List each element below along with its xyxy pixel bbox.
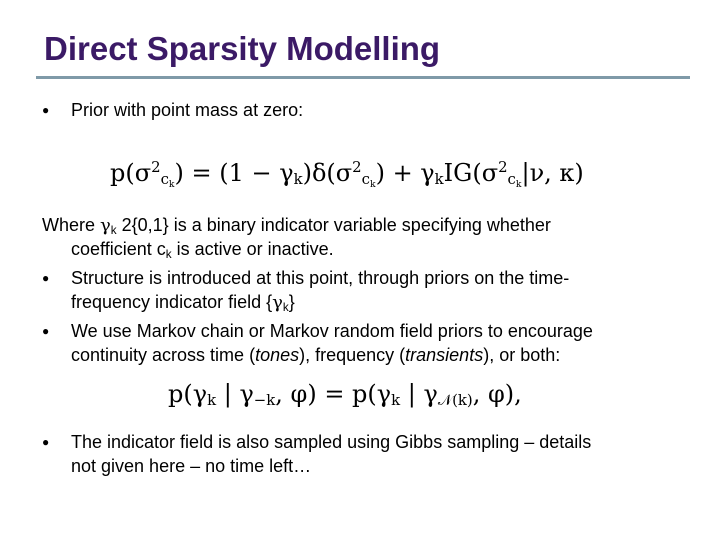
- eq2-a-sub: k: [207, 391, 217, 409]
- markov-l2b: ), frequency (: [299, 345, 406, 365]
- bullet-dot: ●: [42, 271, 50, 285]
- bullet-markov-line-1: We use Markov chain or Markov random field priors to encourage: [71, 321, 593, 341]
- eq1-subsub-3: k: [515, 179, 522, 190]
- where-mid: 2{0,1} is a binary indicator variable specifying whether: [116, 215, 551, 235]
- bullet-markov-line-2: [71, 343, 560, 367]
- eq2-c-sub: k: [391, 391, 401, 409]
- equation-prior: [110, 158, 584, 190]
- eq1-sup-2: 2: [352, 158, 362, 176]
- eq2-a: p(γ: [168, 380, 208, 408]
- where-l2b: is active or inactive.: [171, 239, 334, 259]
- eq2-c: , φ) = p(γ: [275, 380, 392, 408]
- eq1-lhs: p(σ: [110, 159, 152, 187]
- where-line-1: [42, 213, 551, 238]
- eq1-subsub: k: [168, 179, 175, 190]
- eq1-end: |ν, κ): [521, 159, 584, 187]
- eq1-mid3: ) + γ: [375, 159, 435, 187]
- bullet-structure-line-2: [71, 290, 295, 315]
- eq1-sub-3: c: [507, 170, 516, 188]
- eq1-sup: 2: [151, 158, 161, 176]
- eq1-gamma-sub: k: [434, 170, 444, 188]
- markov-tones: tones: [255, 345, 300, 365]
- eq2-d-sub: 𝒩(k): [437, 391, 473, 409]
- eq2-b: | γ: [216, 380, 254, 408]
- where-gamma: γ: [100, 215, 111, 236]
- eq2-d: | γ: [400, 380, 438, 408]
- bullet-dot: ●: [42, 324, 50, 338]
- bullet-prior-text: Prior with point mass at zero:: [71, 100, 304, 120]
- where-l2a: coefficient c: [71, 239, 166, 259]
- markov-l2a: continuity across time (: [71, 345, 256, 365]
- slide-title: Direct Sparsity Modelling: [44, 30, 441, 67]
- where-pre: Where: [42, 215, 101, 235]
- where-c-sub: k: [165, 248, 172, 261]
- eq1-mid1: ) = (1 − γ: [174, 159, 294, 187]
- bullet-dot: ●: [42, 435, 50, 449]
- bullet-gibbs-line-2: not given here – no time left…: [71, 456, 312, 476]
- eq1-sub: c: [160, 170, 169, 188]
- eq1-mid2: )δ(σ: [302, 159, 353, 187]
- eq1-ig: IG(σ: [443, 159, 499, 187]
- markov-l2c: ), or both:: [483, 345, 561, 365]
- structure-l2a: frequency indicator field {: [71, 292, 273, 312]
- structure-gamma-sub: k: [282, 301, 289, 314]
- bullet-gibbs-line-1: The indicator field is also sampled using Gibbs sampling – details: [71, 432, 592, 452]
- bullet-dot: ●: [42, 103, 50, 117]
- structure-gamma: γ: [272, 292, 283, 313]
- eq1-mid1-sub: k: [293, 170, 303, 188]
- markov-transients: transients: [405, 345, 484, 365]
- equation-markov: [168, 380, 522, 408]
- title-underline: [36, 76, 690, 79]
- eq1-sub-2: c: [361, 170, 370, 188]
- structure-l2b: }: [288, 292, 295, 312]
- where-gamma-sub: k: [110, 224, 117, 237]
- eq2-e: , φ),: [472, 380, 522, 408]
- eq2-b-sub: −k: [253, 391, 276, 409]
- eq1-sup-3: 2: [498, 158, 508, 176]
- where-line-2: [71, 237, 334, 261]
- eq1-subsub-2: k: [369, 179, 376, 190]
- bullet-structure-line-1: Structure is introduced at this point, through priors on the time-: [71, 268, 570, 288]
